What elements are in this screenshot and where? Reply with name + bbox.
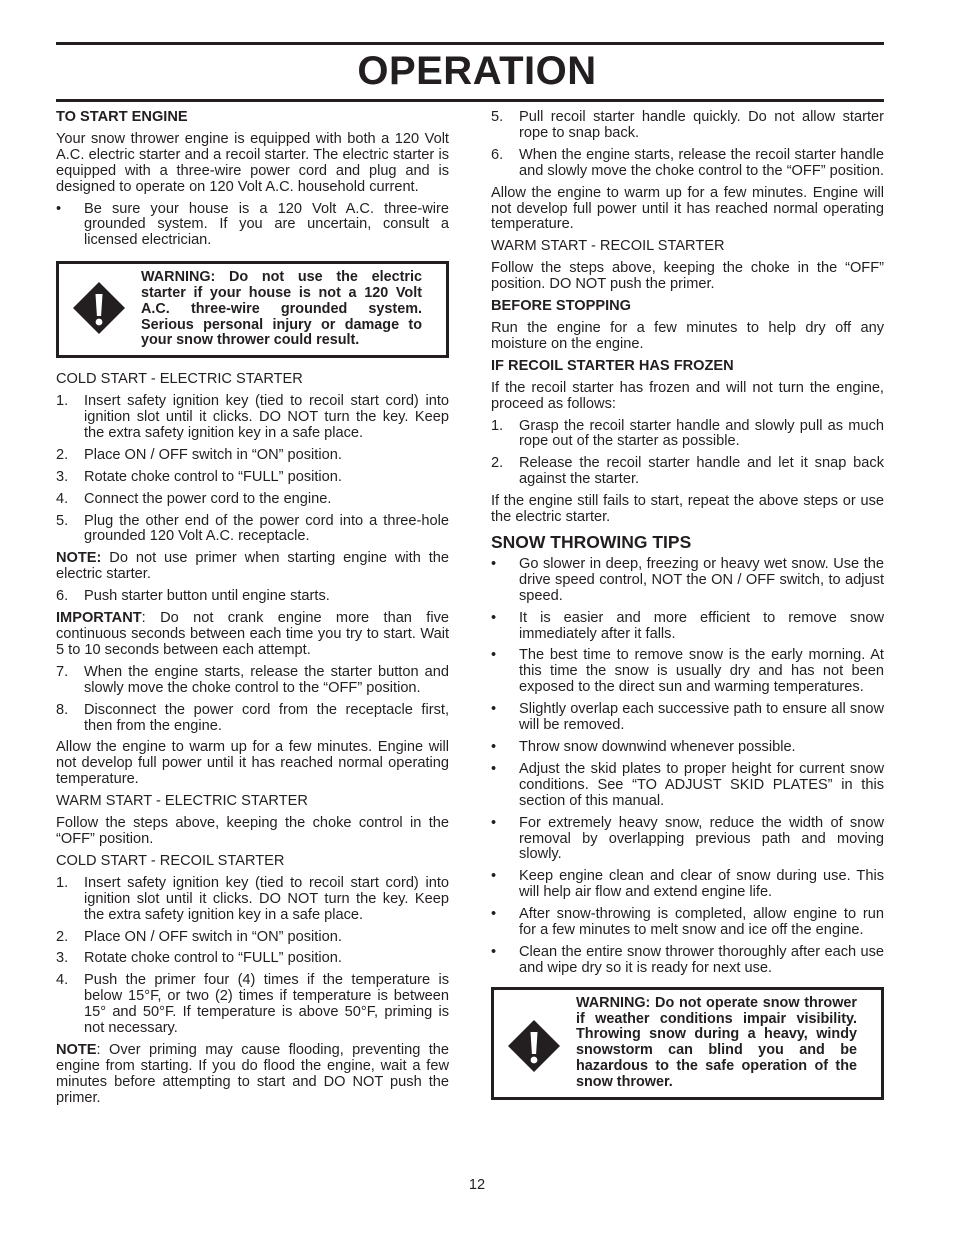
list-item	[491, 740, 884, 756]
step-number: 1.	[56, 393, 69, 410]
top-rule	[56, 42, 884, 45]
list-item	[56, 703, 449, 735]
step-text: Insert safety ignition key (tied to recoil start cord) into ignition slot until it clicks. DO NOT turn the key. Keep the extra safety ignition key in a safe place.	[84, 874, 449, 923]
list-item	[491, 648, 884, 696]
bullet-mark: •	[491, 609, 497, 626]
tip-text: Throw snow downwind whenever possible.	[519, 739, 796, 755]
step-number: 2.	[56, 446, 69, 463]
list-item	[56, 514, 449, 546]
list-item	[56, 665, 449, 697]
list-item	[491, 456, 884, 488]
step-text: Disconnect the power cord from the receptacle first, then from the engine.	[84, 701, 449, 734]
step-text: Grasp the recoil starter handle and slowly pull as much rope out of the starter as possible.	[519, 417, 884, 450]
list-item	[491, 762, 884, 810]
list-item	[56, 448, 449, 464]
tip-text: Clean the entire snow thrower thoroughly after each use and wipe dry so it is ready for next use.	[519, 943, 884, 976]
snow-throwing-tips	[491, 557, 884, 977]
step-text: When the engine starts, release the starter button and slowly move the choke control to the “OFF” position.	[84, 663, 449, 696]
step-number: 6.	[491, 146, 504, 163]
recoil-frozen-outro: If the engine still fails to start, repeat the above steps or use the electric starter.	[491, 493, 884, 526]
right-column	[491, 110, 884, 1114]
step-number: 4.	[56, 490, 69, 507]
bullet-mark: •	[491, 943, 497, 960]
recoil-steps-continued	[491, 110, 884, 180]
step-text: Release the recoil starter handle and let it snap back against the starter.	[519, 455, 884, 488]
list-item	[56, 973, 449, 1037]
cold-start-electric-steps-continued	[56, 665, 449, 735]
recoil-frozen-intro: If the recoil starter has frozen and will not turn the engine, proceed as follows:	[491, 379, 884, 412]
step-number: 2.	[56, 928, 69, 945]
list-item	[56, 951, 449, 967]
step-number: 1.	[56, 874, 69, 891]
warning-box-visibility	[491, 987, 884, 1100]
list-item	[491, 557, 884, 605]
left-column	[56, 110, 449, 1113]
tip-text: Go slower in deep, freezing or heavy wet snow. Use the drive speed control, NOT the ON / OFF switch, to adjust speed.	[519, 555, 884, 604]
bullet-mark: •	[491, 814, 497, 831]
tip-text: Keep engine clean and clear of snow during use. This will help air flow and extend engine life.	[519, 868, 884, 901]
page-number: 12	[468, 1177, 486, 1193]
bullet-mark: •	[491, 647, 497, 664]
warning-text: WARNING: Do not operate snow thrower if weather conditions impair visibility. Throwing snow during a heavy, windy snowstorm can blind you and be hazardous to the safe operation of the snow thrower.	[576, 994, 857, 1090]
snow-throwing-tips-heading: SNOW THROWING TIPS	[491, 531, 692, 552]
recoil-frozen-heading: IF RECOIL STARTER HAS FROZEN	[491, 357, 734, 374]
list-item	[491, 419, 884, 451]
page-title: OPERATION	[357, 49, 597, 93]
to-start-engine-heading: TO START ENGINE	[56, 109, 188, 125]
bullet-mark: •	[491, 555, 497, 572]
warning-text: WARNING: Do not use the electric starter if your house is not a 120 Volt A.C. three-wire grounded system. Serious personal injury or damage to your snow thrower could result.	[141, 269, 422, 349]
important-note: IMPORTANT: Do not crank engine more than five continuous seconds between each time you try to start. Wait 5 to 10 seconds between each attempt.	[56, 610, 449, 658]
cold-start-electric-steps	[56, 394, 449, 545]
step-text: Place ON / OFF switch in “ON” position.	[84, 446, 342, 463]
step-number: 1.	[491, 417, 504, 434]
list-item	[491, 611, 884, 643]
tip-text: Adjust the skid plates to proper height for current snow conditions. See “TO ADJUST SKID PLATES” in this section of this manual.	[519, 760, 884, 809]
step-text: Rotate choke control to “FULL” position.	[84, 468, 342, 485]
warm-start-electric-text: Follow the steps above, keeping the choke control in the “OFF” position.	[56, 815, 449, 847]
step-number: 2.	[491, 455, 504, 472]
list-item	[491, 702, 884, 734]
list-item	[56, 492, 449, 508]
step-number: 8.	[56, 701, 69, 718]
before-stopping-heading: BEFORE STOPPING	[491, 298, 632, 315]
list-item	[491, 907, 884, 939]
push-starter-step	[56, 589, 449, 605]
note-over-priming: NOTE: Over priming may cause flooding, preventing the engine from starting. If you do flood the engine, wait a few minutes before attempting to start and DO NOT push the primer.	[56, 1041, 449, 1106]
cold-start-electric-heading: COLD START - ELECTRIC STARTER	[56, 371, 303, 388]
step-number: 5.	[491, 109, 504, 125]
list-item	[491, 869, 884, 901]
step-text: Insert safety ignition key (tied to recoil start cord) into ignition slot until it clicks. DO NOT turn the key. Keep the extra safety ignition key in a safe place.	[84, 393, 449, 441]
warning-box-electric	[56, 261, 449, 358]
list-item	[491, 148, 884, 180]
step-text: Place ON / OFF switch in “ON” position.	[84, 928, 342, 945]
bullet-mark: •	[491, 868, 497, 885]
step-text: Pull recoil starter handle quickly. Do not allow starter rope to snap back.	[519, 109, 884, 141]
step-number: 5.	[56, 512, 69, 529]
bullet-mark: •	[491, 701, 497, 718]
cold-start-recoil-steps	[56, 876, 449, 1037]
step-text: Push the primer four (4) times if the temperature is below 15°F, or two (2) times if temperature is between 15° and 50°F. If temperature is above 50°F, priming is not necessary.	[84, 972, 449, 1037]
list-item	[56, 394, 449, 442]
list-item	[491, 110, 884, 142]
step-number: 4.	[56, 972, 69, 989]
warm-start-recoil-text: Follow the steps above, keeping the choke in the “OFF” position. DO NOT push the primer.	[491, 260, 884, 293]
list-item	[56, 930, 449, 946]
bullet-mark: •	[56, 200, 62, 217]
tip-text: It is easier and more efficient to remove snow immediately after it falls.	[519, 609, 884, 642]
tip-text: The best time to remove snow is the early morning. At this time the snow is usually dry and has not been exposed to the direct sun and warming temperatures.	[519, 647, 884, 696]
warm-up-text: Allow the engine to warm up for a few minutes. Engine will not develop full power until it has reached normal operating temperature.	[491, 184, 884, 233]
list-item	[491, 816, 884, 864]
warning-icon	[71, 280, 127, 336]
warm-start-recoil-heading: WARM START - RECOIL STARTER	[491, 238, 725, 255]
list-item	[56, 876, 449, 924]
warning-icon	[506, 1018, 562, 1074]
recoil-frozen-steps	[491, 419, 884, 489]
note-primer: NOTE: Do not use primer when starting engine with the electric starter.	[56, 550, 449, 583]
tip-text: Slightly overlap each successive path to ensure all snow will be removed.	[519, 701, 884, 734]
warm-start-electric-heading: WARM START - ELECTRIC STARTER	[56, 793, 308, 810]
list-item	[56, 470, 449, 486]
list-item: 6. Push starter button until engine starts.	[56, 588, 330, 605]
list-item	[491, 945, 884, 977]
step-text: Rotate choke control to “FULL” position.	[84, 950, 342, 967]
list-item: • Be sure your house is a 120 Volt A.C. three-wire grounded system. If you are uncertain, consult a licensed electrician.	[56, 200, 449, 249]
step-number: 7.	[56, 663, 69, 680]
tip-text: For extremely heavy snow, reduce the width of snow removal by overlapping previous path and moving slowly.	[519, 814, 884, 863]
title-underline	[56, 99, 884, 102]
bullet-mark: •	[491, 760, 497, 777]
bullet-mark: •	[491, 739, 497, 755]
step-text: Connect the power cord to the engine.	[84, 490, 332, 507]
tip-text: After snow-throwing is completed, allow engine to run for a few minutes to melt snow and ice off the engine.	[519, 906, 884, 939]
step-number: 3.	[56, 950, 69, 967]
before-stopping-text: Run the engine for a few minutes to help dry off any moisture on the engine.	[491, 319, 884, 352]
cold-start-recoil-heading: COLD START - RECOIL STARTER	[56, 852, 285, 869]
step-text: Plug the other end of the power cord into a three-hole grounded 120 Volt A.C. receptacle.	[84, 512, 449, 545]
step-text: When the engine starts, release the recoil starter handle and slowly move the choke control to the “OFF” position.	[519, 146, 885, 179]
start-bullets	[56, 202, 449, 250]
bullet-mark: •	[491, 906, 497, 923]
step-number: 3.	[56, 468, 69, 485]
start-intro: Your snow thrower engine is equipped with both a 120 Volt A.C. electric starter and a recoil starter. The electric starter is equipped with a three-wire power cord and plug and is designed to operate on 120 Volt A.C. household current.	[56, 130, 449, 195]
warm-up-text: Allow the engine to warm up for a few minutes. Engine will not develop full power until it has reached normal operating temperature.	[56, 739, 449, 788]
